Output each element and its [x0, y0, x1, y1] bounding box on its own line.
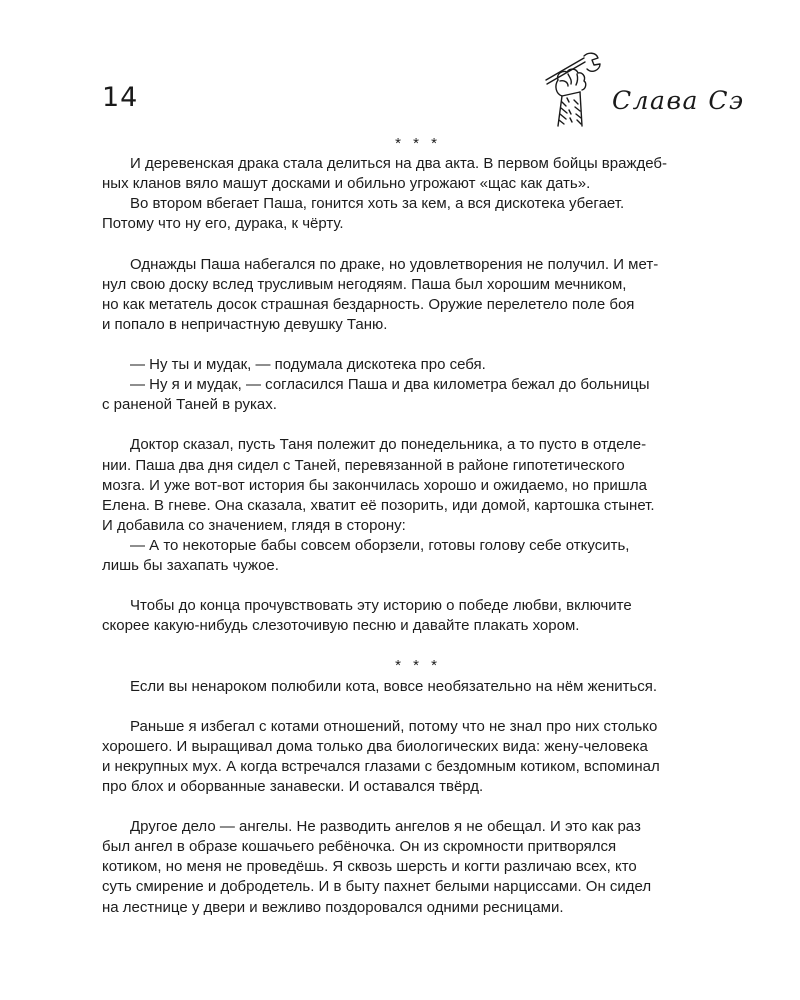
dialogue-line: — Ну я и мудак, — согласился Паша и два километра бежал до больницы с раненой Таней в руках.	[102, 376, 650, 414]
hand-holding-wrench-icon	[540, 50, 606, 130]
paragraph: Раньше я избегал с котами отношений, потому что не знал про них столько хорошего. И выращивал дома только два биологических вида: жену-человека и некрупных мух. А когда встречался глазами с бездомным котиком, вспоминал про блох и оборванные занавески. И оставался твёрд.	[102, 717, 660, 795]
paragraph: И деревенская драка стала делиться на два акта. В первом бойцы враждеб- ных кланов вяло машут досками и обильно угрожают «щас как дать».	[102, 155, 667, 193]
page-number: 14	[102, 82, 139, 113]
paragraph: Если вы ненароком полюбили кота, вовсе необязательно на нём жениться.	[130, 677, 658, 695]
paragraph: Доктор сказал, пусть Таня полежит до понедельника, а то пусто в отделе- нии. Паша два дня сидел с Таней, перевязанной в районе гипотетического мозга. И уже вот-вот история бы закончилась хорошо и ожидаемо, но пришла Елена. В гневе. Она сказала, хватит её позорить, иди домой, картошка стынет. И добавила со значением, глядя в сторону:	[102, 436, 655, 534]
section-separator: * * *	[395, 657, 441, 675]
paragraph: Чтобы до конца прочувствовать эту историю о победе любви, включите скорее какую-нибудь слезоточивую песню и давайте плакать хором.	[102, 597, 632, 635]
paragraph: Во втором вбегает Паша, гонится хоть за кем, а вся дискотека убегает. Потому что ну его, дурака, к чёрту.	[102, 195, 625, 233]
dialogue-line: — Ну ты и мудак, — подумала дискотека про себя.	[130, 356, 486, 374]
author-name: Слава Сэ	[612, 86, 745, 115]
page-body	[102, 134, 722, 918]
dialogue-line: — А то некоторые бабы совсем оборзели, готовы голову себе откусить, лишь бы захапать чужое.	[102, 536, 630, 574]
paragraph: Другое дело — ангелы. Не разводить ангелов я не обещал. И это как раз был ангел в образе кошачьего ребёночка. Он из скромности притворялся котиком, но меня не проведёшь. Я сквозь шерсть и когти различаю всех, кто суть смирение и добродетель. И в быту пахнет белыми нарциссами. Он сидел на лестнице у двери и вежливо поздоровался одними ресницами.	[102, 818, 652, 916]
paragraph: Однажды Паша набегался по драке, но удовлетворения не получил. И мет- нул свою доску вслед трусливым негодяям. Паша был хорошим мечником, но как метатель досок страшная бездарность. Оружие перелетело поле боя и попало в непричастную девушку Таню.	[102, 255, 659, 333]
section-separator: * * *	[395, 135, 441, 152]
